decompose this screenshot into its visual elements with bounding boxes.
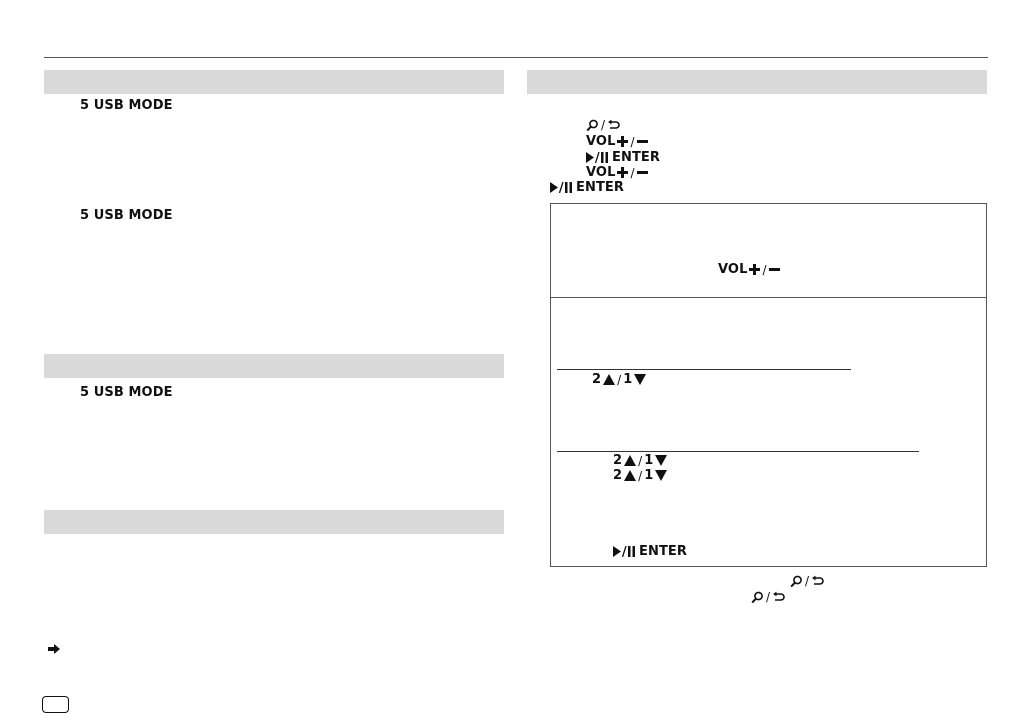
search-back-key-note-2: [751, 590, 785, 604]
back-arrow-icon: [607, 119, 620, 131]
slash-symbol: /: [601, 118, 606, 132]
volume-key-2: [586, 165, 648, 180]
key-1-label: 1: [623, 372, 633, 387]
usb-mode-key-label-3: 5 USB MODE: [80, 385, 173, 400]
right-arrow-icon: [47, 643, 61, 655]
triangle-down-icon: [655, 470, 667, 481]
triangle-down-icon: [655, 455, 667, 466]
vol-label-2: VOL: [586, 165, 616, 180]
plus-icon: [617, 167, 628, 178]
minus-icon: [769, 264, 780, 275]
play-pause-icon: [613, 546, 637, 557]
search-back-key: [586, 118, 620, 132]
language-tab-badge: [42, 696, 69, 713]
box-enter-label: ENTER: [639, 544, 688, 559]
key-1-label: 1: [644, 468, 654, 483]
play-enter-key-1: [586, 150, 660, 165]
slash-symbol: /: [638, 468, 643, 483]
minus-icon: [637, 167, 648, 178]
key-2-label: 2: [613, 453, 623, 468]
section-header-bar-3: [44, 510, 504, 534]
back-arrow-icon: [772, 591, 785, 603]
usb-mode-key-label-1: 5 USB MODE: [80, 98, 173, 113]
triangle-up-icon: [624, 455, 636, 466]
slash-symbol: /: [630, 134, 635, 149]
minus-icon: [637, 136, 648, 147]
slash-symbol: /: [617, 372, 622, 387]
slash-symbol: /: [805, 574, 810, 588]
search-icon: [751, 591, 764, 604]
play-pause-icon: [586, 152, 610, 163]
key-2-label: 2: [592, 372, 602, 387]
top-rule: [44, 57, 988, 58]
play-enter-key-2: [550, 180, 624, 195]
subheading-underline-2: [557, 451, 919, 452]
section-header-bar-2: [44, 354, 504, 378]
number-keys-row-2: [613, 453, 667, 468]
subheading-underline-1: [557, 369, 851, 370]
slash-symbol: /: [630, 165, 635, 180]
back-arrow-icon: [811, 575, 824, 587]
number-keys-row-3: [613, 468, 667, 483]
box-volume-key: [718, 262, 780, 277]
box-vol-label: VOL: [718, 262, 748, 277]
search-back-key-note-1: [790, 574, 824, 588]
slash-symbol: /: [766, 590, 771, 604]
play-pause-icon: [550, 182, 574, 193]
key-1-label: 1: [644, 453, 654, 468]
slash-symbol: /: [638, 453, 643, 468]
number-keys-row-1: [592, 372, 646, 387]
info-box-divider: [550, 297, 987, 298]
section-header-bar-1: [44, 70, 504, 94]
usb-mode-key-label-2: 5 USB MODE: [80, 208, 173, 223]
plus-icon: [749, 264, 760, 275]
key-2-label: 2: [613, 468, 623, 483]
vol-label-1: VOL: [586, 134, 616, 149]
triangle-down-icon: [634, 374, 646, 385]
triangle-up-icon: [603, 374, 615, 385]
search-icon: [586, 119, 599, 132]
plus-icon: [617, 136, 628, 147]
box-play-enter-key: [613, 544, 687, 559]
search-icon: [790, 575, 803, 588]
volume-key-1: [586, 134, 648, 149]
enter-label-1: ENTER: [612, 150, 661, 165]
slash-symbol: /: [762, 262, 767, 277]
enter-label-2: ENTER: [576, 180, 625, 195]
section-header-bar-right: [527, 70, 987, 94]
triangle-up-icon: [624, 470, 636, 481]
